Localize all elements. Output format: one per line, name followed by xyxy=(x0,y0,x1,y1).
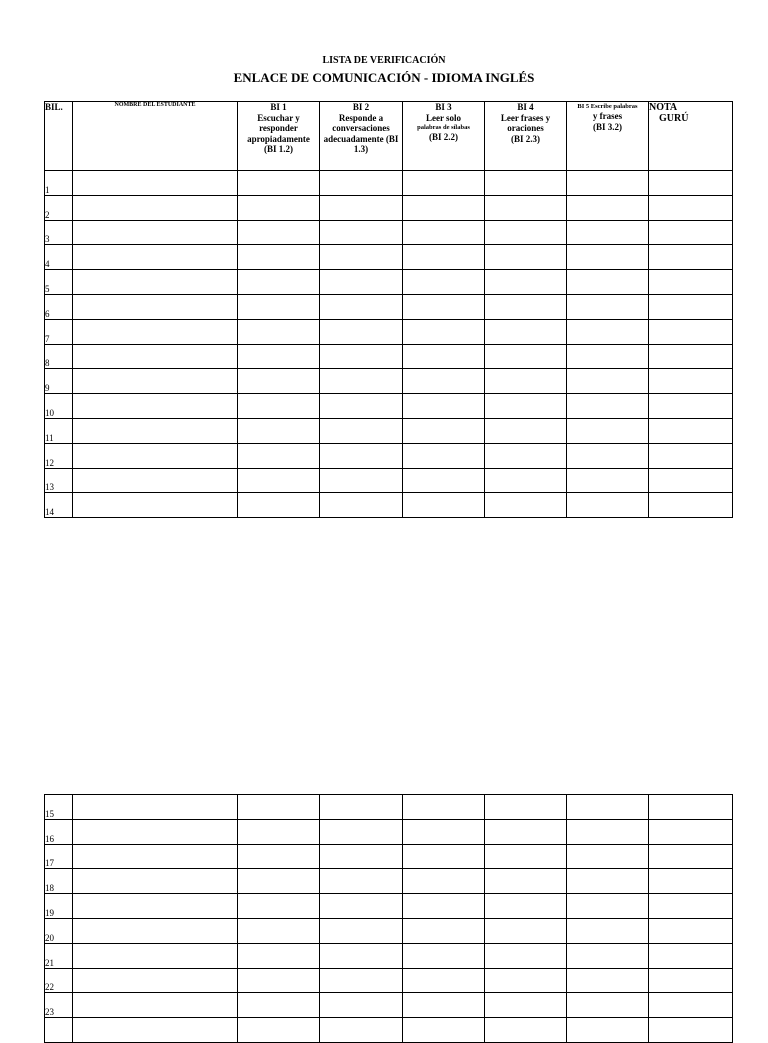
bi2-cell[interactable] xyxy=(320,319,403,344)
table-row xyxy=(45,943,733,968)
table-row xyxy=(45,918,733,943)
header-bi2-line: conversaciones xyxy=(332,123,390,133)
student-name-cell[interactable] xyxy=(73,369,238,394)
header-bi5-line: BI 5 Escribe palabras xyxy=(577,103,638,110)
table-row xyxy=(45,493,733,518)
bi1-cell[interactable] xyxy=(238,369,320,394)
row-number: 22 xyxy=(45,968,73,993)
bi1-cell[interactable] xyxy=(238,968,320,993)
bi5-cell[interactable] xyxy=(567,819,649,844)
bi3-cell[interactable] xyxy=(403,171,485,196)
header-bi2-line: Responde a xyxy=(338,112,384,123)
nota-guru-cell[interactable] xyxy=(649,195,733,220)
nota-guru-cell[interactable] xyxy=(649,369,733,394)
header-bi3-line: Leer solo xyxy=(425,112,462,123)
bi3-cell[interactable] xyxy=(403,369,485,394)
bi4-cell[interactable] xyxy=(485,195,567,220)
row-number: 20 xyxy=(45,918,73,943)
row-number: 19 xyxy=(45,894,73,919)
table-row xyxy=(45,418,733,443)
nota-guru-cell[interactable] xyxy=(649,493,733,518)
nota-guru-cell[interactable] xyxy=(649,918,733,943)
bi2-cell[interactable] xyxy=(320,869,403,894)
bi2-cell[interactable] xyxy=(320,294,403,319)
header-nota-line: NOTA xyxy=(649,102,678,113)
header-bi3 xyxy=(403,102,485,171)
bi3-cell[interactable] xyxy=(403,220,485,245)
nota-guru-cell[interactable] xyxy=(649,418,733,443)
table-row xyxy=(45,245,733,270)
nota-guru-cell[interactable] xyxy=(649,869,733,894)
nota-guru-cell[interactable] xyxy=(649,468,733,493)
bi2-cell[interactable] xyxy=(320,369,403,394)
bi4-cell[interactable] xyxy=(485,993,567,1018)
bi4-cell[interactable] xyxy=(485,1018,567,1043)
row-number: 16 xyxy=(45,819,73,844)
bi5-cell[interactable] xyxy=(567,795,649,820)
bi5-cell[interactable] xyxy=(567,443,649,468)
header-bi3-line: (BI 2.2) xyxy=(429,132,458,142)
table-row xyxy=(45,869,733,894)
row-number: 21 xyxy=(45,943,73,968)
nota-guru-cell[interactable] xyxy=(649,1018,733,1043)
bi5-cell[interactable] xyxy=(567,918,649,943)
nota-guru-cell[interactable] xyxy=(649,443,733,468)
bi2-cell[interactable] xyxy=(320,1018,403,1043)
row-number: 5 xyxy=(45,270,73,295)
bi4-cell[interactable] xyxy=(485,468,567,493)
bi1-cell[interactable] xyxy=(238,344,320,369)
bi3-cell[interactable] xyxy=(403,443,485,468)
bi1-cell[interactable] xyxy=(238,270,320,295)
row-number: 4 xyxy=(45,245,73,270)
bi5-cell[interactable] xyxy=(567,294,649,319)
bi1-cell[interactable] xyxy=(238,245,320,270)
bi4-cell[interactable] xyxy=(485,171,567,196)
header-nota-guru xyxy=(649,102,733,171)
bi2-cell[interactable] xyxy=(320,344,403,369)
document-subtitle: LISTA DE VERIFICACIÓN xyxy=(322,55,446,66)
row-number: 1 xyxy=(45,171,73,196)
bi4-cell[interactable] xyxy=(485,493,567,518)
header-bi3-line: palabras de sílabas xyxy=(417,124,470,131)
header-bi2-line: 1.3) xyxy=(353,144,369,154)
bi2-cell[interactable] xyxy=(320,894,403,919)
table-body-top xyxy=(45,171,733,518)
nota-guru-cell[interactable] xyxy=(649,245,733,270)
nota-guru-cell[interactable] xyxy=(649,270,733,295)
checklist-table-top xyxy=(44,101,733,518)
row-number: 7 xyxy=(45,319,73,344)
bi5-cell[interactable] xyxy=(567,1018,649,1043)
bi3-cell[interactable] xyxy=(403,943,485,968)
student-name-cell[interactable] xyxy=(73,171,238,196)
student-name-cell[interactable] xyxy=(73,394,238,419)
table-row xyxy=(45,443,733,468)
row-number: 12 xyxy=(45,443,73,468)
nota-guru-cell[interactable] xyxy=(649,220,733,245)
document-title: ENLACE DE COMUNICACIÓN - IDIOMA INGLÉS xyxy=(233,70,535,85)
table-row xyxy=(45,195,733,220)
bi4-cell[interactable] xyxy=(485,795,567,820)
bi1-cell[interactable] xyxy=(238,443,320,468)
bi1-cell[interactable] xyxy=(238,319,320,344)
student-name-cell[interactable] xyxy=(73,943,238,968)
student-name-cell[interactable] xyxy=(73,294,238,319)
bi1-cell[interactable] xyxy=(238,1018,320,1043)
row-number: 15 xyxy=(45,795,73,820)
bi3-cell[interactable] xyxy=(403,795,485,820)
bi5-cell[interactable] xyxy=(567,894,649,919)
header-bi1-line: apropiadamente xyxy=(247,133,310,144)
bi3-cell[interactable] xyxy=(403,344,485,369)
bi4-cell[interactable] xyxy=(485,443,567,468)
bi2-cell[interactable] xyxy=(320,443,403,468)
bi1-cell[interactable] xyxy=(238,943,320,968)
header-bi4-line: BI 4 xyxy=(517,102,534,112)
bi2-cell[interactable] xyxy=(320,270,403,295)
bi5-cell[interactable] xyxy=(567,270,649,295)
header-bi5-line: (BI 3.2) xyxy=(593,121,622,132)
student-name-cell[interactable] xyxy=(73,795,238,820)
row-number: 11 xyxy=(45,418,73,443)
nota-guru-cell[interactable] xyxy=(649,344,733,369)
bi5-cell[interactable] xyxy=(567,418,649,443)
student-name-cell[interactable] xyxy=(73,319,238,344)
bi2-cell[interactable] xyxy=(320,493,403,518)
bi2-cell[interactable] xyxy=(320,844,403,869)
bi3-cell[interactable] xyxy=(403,195,485,220)
header-student-name: NOMBRE DEL ESTUDIANTE xyxy=(73,102,238,171)
table-row xyxy=(45,394,733,419)
student-name-cell[interactable] xyxy=(73,220,238,245)
header-bi2-line: adecuadamente (BI xyxy=(323,133,399,144)
student-name-cell[interactable] xyxy=(73,1018,238,1043)
bi5-cell[interactable] xyxy=(567,394,649,419)
bi5-cell[interactable] xyxy=(567,220,649,245)
bi3-cell[interactable] xyxy=(403,844,485,869)
header-bi2 xyxy=(320,102,403,171)
bi3-cell[interactable] xyxy=(403,1018,485,1043)
header-bi5-line: y frases xyxy=(592,111,623,121)
nota-guru-cell[interactable] xyxy=(649,171,733,196)
bi3-cell[interactable] xyxy=(403,294,485,319)
bi3-cell[interactable] xyxy=(403,993,485,1018)
student-name-cell[interactable] xyxy=(73,918,238,943)
table-row xyxy=(45,369,733,394)
row-number: 2 xyxy=(45,195,73,220)
bi4-cell[interactable] xyxy=(485,819,567,844)
bi2-cell[interactable] xyxy=(320,394,403,419)
row-number: 23 xyxy=(45,993,73,1018)
student-name-cell[interactable] xyxy=(73,245,238,270)
bi5-cell[interactable] xyxy=(567,993,649,1018)
bi2-cell[interactable] xyxy=(320,943,403,968)
bi1-cell[interactable] xyxy=(238,918,320,943)
bi1-cell[interactable] xyxy=(238,394,320,419)
row-number: 10 xyxy=(45,394,73,419)
student-name-cell[interactable] xyxy=(73,270,238,295)
bi3-cell[interactable] xyxy=(403,493,485,518)
nota-guru-cell[interactable] xyxy=(649,795,733,820)
bi2-cell[interactable] xyxy=(320,819,403,844)
bi3-cell[interactable] xyxy=(403,869,485,894)
bi5-cell[interactable] xyxy=(567,195,649,220)
bi5-cell[interactable] xyxy=(567,468,649,493)
header-bi1-line: BI 1 xyxy=(270,102,287,112)
nota-guru-cell[interactable] xyxy=(649,844,733,869)
header-bi4-line: Leer frases y xyxy=(500,112,551,123)
student-name-cell[interactable] xyxy=(73,443,238,468)
bi1-cell[interactable] xyxy=(238,493,320,518)
table-row xyxy=(45,270,733,295)
bi1-cell[interactable] xyxy=(238,894,320,919)
bi5-cell[interactable] xyxy=(567,245,649,270)
checklist-table-bottom xyxy=(44,794,733,1043)
nota-guru-cell[interactable] xyxy=(649,943,733,968)
bi2-cell[interactable] xyxy=(320,220,403,245)
table-row xyxy=(45,968,733,993)
nota-guru-cell[interactable] xyxy=(649,394,733,419)
nota-guru-cell[interactable] xyxy=(649,894,733,919)
bi3-cell[interactable] xyxy=(403,468,485,493)
row-number: 13 xyxy=(45,468,73,493)
bi3-cell[interactable] xyxy=(403,319,485,344)
bi2-cell[interactable] xyxy=(320,418,403,443)
bi4-cell[interactable] xyxy=(485,319,567,344)
bi4-cell[interactable] xyxy=(485,369,567,394)
bi1-cell[interactable] xyxy=(238,819,320,844)
bi5-cell[interactable] xyxy=(567,943,649,968)
bi2-cell[interactable] xyxy=(320,968,403,993)
student-name-cell[interactable] xyxy=(73,968,238,993)
bi2-cell[interactable] xyxy=(320,171,403,196)
table-row xyxy=(45,1018,733,1043)
bi5-cell[interactable] xyxy=(567,319,649,344)
header-bi4-line: (BI 2.3) xyxy=(511,133,540,144)
bi1-cell[interactable] xyxy=(238,993,320,1018)
table-row xyxy=(45,220,733,245)
bi4-cell[interactable] xyxy=(485,220,567,245)
table-row xyxy=(45,819,733,844)
student-name-cell[interactable] xyxy=(73,993,238,1018)
header-nota-line: GURÚ xyxy=(659,113,689,124)
student-name-cell[interactable] xyxy=(73,844,238,869)
bi3-cell[interactable] xyxy=(403,819,485,844)
student-name-cell[interactable] xyxy=(73,869,238,894)
bi2-cell[interactable] xyxy=(320,468,403,493)
table-row xyxy=(45,894,733,919)
bi1-cell[interactable] xyxy=(238,195,320,220)
bi5-cell[interactable] xyxy=(567,844,649,869)
table-row xyxy=(45,993,733,1018)
header-bi1 xyxy=(238,102,320,171)
row-number: 6 xyxy=(45,294,73,319)
bi1-cell[interactable] xyxy=(238,795,320,820)
header-bi1-line: responder xyxy=(259,123,298,133)
bi2-cell[interactable] xyxy=(320,993,403,1018)
row-number: 9 xyxy=(45,369,73,394)
bi1-cell[interactable] xyxy=(238,869,320,894)
table-row xyxy=(45,468,733,493)
nota-guru-cell[interactable] xyxy=(649,968,733,993)
table-header-row xyxy=(45,102,733,171)
row-number: 17 xyxy=(45,844,73,869)
bi4-cell[interactable] xyxy=(485,270,567,295)
nota-guru-cell[interactable] xyxy=(649,993,733,1018)
student-name-cell[interactable] xyxy=(73,195,238,220)
header-bi1-line: Escuchar y xyxy=(257,112,300,123)
bi2-cell[interactable] xyxy=(320,795,403,820)
bi2-cell[interactable] xyxy=(320,245,403,270)
bi5-cell[interactable] xyxy=(567,869,649,894)
bi5-cell[interactable] xyxy=(567,968,649,993)
table-row xyxy=(45,795,733,820)
bi1-cell[interactable] xyxy=(238,171,320,196)
row-number: 3 xyxy=(45,220,73,245)
bi4-cell[interactable] xyxy=(485,418,567,443)
bi3-cell[interactable] xyxy=(403,418,485,443)
bi1-cell[interactable] xyxy=(238,220,320,245)
bi4-cell[interactable] xyxy=(485,894,567,919)
bi3-cell[interactable] xyxy=(403,918,485,943)
row-number: 18 xyxy=(45,869,73,894)
bi5-cell[interactable] xyxy=(567,493,649,518)
bi3-cell[interactable] xyxy=(403,270,485,295)
bi1-cell[interactable] xyxy=(238,844,320,869)
header-bi2-line: BI 2 xyxy=(352,102,370,112)
bi3-cell[interactable] xyxy=(403,968,485,993)
nota-guru-cell[interactable] xyxy=(649,319,733,344)
header-bi4 xyxy=(485,102,567,171)
bi4-cell[interactable] xyxy=(485,344,567,369)
header-bi3-line: BI 3 xyxy=(435,102,452,112)
table-row xyxy=(45,844,733,869)
header-bi5 xyxy=(567,102,649,171)
bi5-cell[interactable] xyxy=(567,344,649,369)
bi2-cell[interactable] xyxy=(320,195,403,220)
table-row xyxy=(45,344,733,369)
row-number: 8 xyxy=(45,344,73,369)
header-bil: BIL. xyxy=(45,102,73,171)
bi4-cell[interactable] xyxy=(485,844,567,869)
bi4-cell[interactable] xyxy=(485,943,567,968)
bi1-cell[interactable] xyxy=(238,418,320,443)
nota-guru-cell[interactable] xyxy=(649,294,733,319)
bi4-cell[interactable] xyxy=(485,245,567,270)
bi3-cell[interactable] xyxy=(403,894,485,919)
table-body-bottom xyxy=(45,795,733,1043)
bi4-cell[interactable] xyxy=(485,294,567,319)
nota-guru-cell[interactable] xyxy=(649,819,733,844)
row-number: 14 xyxy=(45,493,73,518)
row-number xyxy=(45,1018,73,1043)
student-name-cell[interactable] xyxy=(73,468,238,493)
student-name-cell[interactable] xyxy=(73,819,238,844)
bi1-cell[interactable] xyxy=(238,294,320,319)
bi3-cell[interactable] xyxy=(403,394,485,419)
bi5-cell[interactable] xyxy=(567,369,649,394)
bi4-cell[interactable] xyxy=(485,918,567,943)
student-name-cell[interactable] xyxy=(73,418,238,443)
bi5-cell[interactable] xyxy=(567,171,649,196)
bi3-cell[interactable] xyxy=(403,245,485,270)
student-name-cell[interactable] xyxy=(73,894,238,919)
header-bi1-line: (BI 1.2) xyxy=(264,144,293,154)
bi4-cell[interactable] xyxy=(485,869,567,894)
table-row xyxy=(45,294,733,319)
student-name-cell[interactable] xyxy=(73,344,238,369)
table-row xyxy=(45,171,733,196)
bi1-cell[interactable] xyxy=(238,468,320,493)
bi4-cell[interactable] xyxy=(485,968,567,993)
bi4-cell[interactable] xyxy=(485,394,567,419)
header-bi4-line: oraciones xyxy=(507,123,544,133)
table-row xyxy=(45,319,733,344)
bi2-cell[interactable] xyxy=(320,918,403,943)
student-name-cell[interactable] xyxy=(73,493,238,518)
